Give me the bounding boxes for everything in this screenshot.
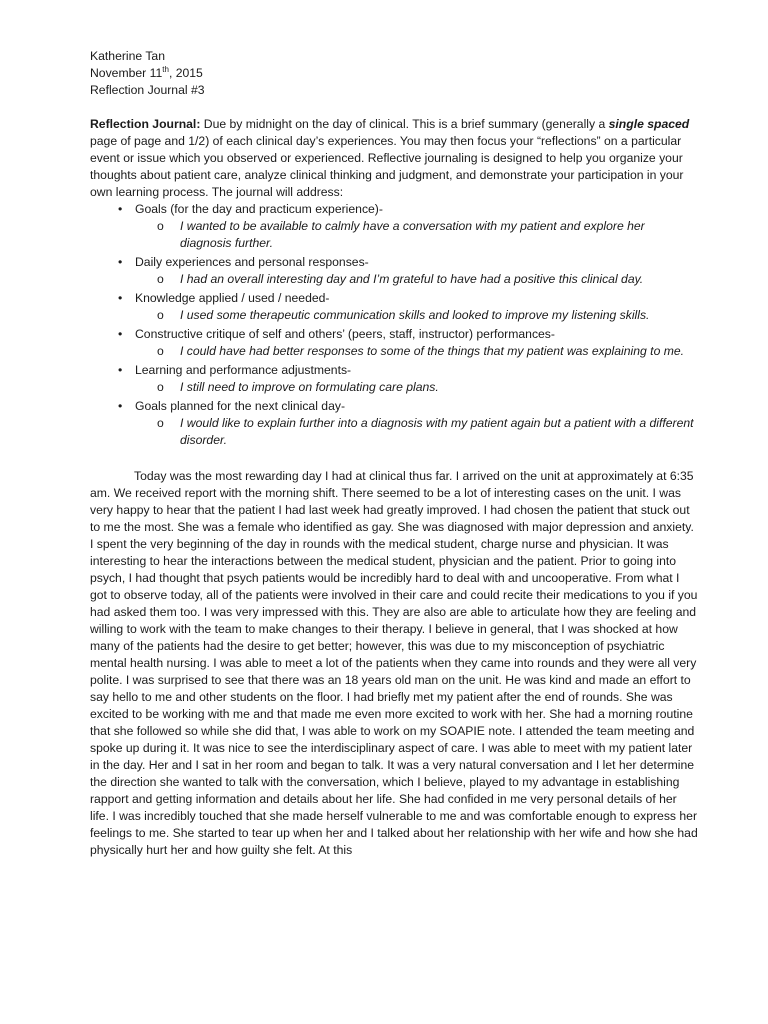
author-name: Katherine Tan [90, 49, 165, 63]
topic-answer: o I still need to improve on formulating care plans. [135, 379, 698, 396]
date-month-day: November 11 [90, 66, 163, 80]
topic-title: Constructive critique of self and others’ (peers, staff, instructor) performances- [135, 327, 555, 341]
topic-title: Goals planned for the next clinical day- [135, 399, 346, 413]
topic-answer: o I had an overall interesting day and I’m grateful to have had a positive this clinical day. [135, 271, 698, 288]
topic-answer: o I wanted to be available to calmly have a conversation with my patient and explore her diagnosis further. [135, 218, 698, 252]
intro-paragraph [90, 116, 698, 201]
topic-title: Learning and performance adjustments- [135, 363, 352, 377]
list-item [90, 254, 698, 288]
document-header [90, 48, 698, 99]
spacer [90, 451, 698, 468]
list-item [90, 326, 698, 360]
journal-date [90, 65, 698, 82]
topic-answer: o I used some therapeutic communication skills and looked to improve my listening skills. [135, 307, 698, 324]
date-ordinal: th [162, 64, 169, 74]
topic-title: Daily experiences and personal responses- [135, 255, 369, 269]
journal-topics-list [90, 201, 698, 449]
journal-number: Reflection Journal #3 [90, 83, 205, 97]
topic-answer: o I would like to explain further into a diagnosis with my patient again but a patient with a different disorder. [135, 415, 698, 449]
topic-title: Knowledge applied / used / needed- [135, 291, 330, 305]
date-year: , 2015 [168, 66, 203, 80]
intro-text-b: page of page and 1/2) of each clinical day’s experiences. You may then focus your “reflections” on a particular event or issue which you observed or experienced. Reflective journaling is designed to help you organize your thoughts about patient care, analyze clinical thinking and judgment, and demonstrate your participation in your own learning process. The journal will address: [90, 134, 684, 199]
reflection-body: Today was the most rewarding day I had at clinical thus far. I arrived on the unit at approximately at 6:35 am. We received report with the morning shift. There seemed to be a lot of interesting cases on the unit. I was very happy to hear that the patient I had last week had greatly improved. I had chosen the patient that stuck out to me the most. She was a female who identified as gay. She was diagnosed with major depression and anxiety. I spent the very beginning of the day in rounds with the medical student, charge nurse and physician. It was interesting to hear the interactions between the medical student, physician and the patient. Prior to going into psych, I had thought that psych patients would be incredibly hard to deal with and uncooperative. From what I got to observe today, all of the patients were involved in their care and could recite their medications to you if you had asked them too. I was very impressed with this. They are also are able to articulate how they are feeling and willing to work with the team to make changes to their therapy. I believe in general, that I was shocked at how many of the patients had the desire to get better; however, this was due to my misconception of psychiatric mental health nursing. I was able to meet a lot of the patients when they came into rounds and they were all very polite. I was surprised to see that there was an 18 years old man on the unit. He was kind and made an effort to say hello to me and other students on the floor. I had briefly met my patient after the end of rounds. She was excited to be working with me and that made me even more excited to work with her. She had a morning routine that she followed so while she did that, I was able to work on my SOAPIE note. I attended the team meeting and spoke up during it. It was nice to see the interdisciplinary aspect of care. I was able to meet with my patient later in the day. Her and I sat in her room and began to talk. It was a very natural conversation and I let her determine the direction she wanted to talk with the conversation, which I believe, played to my advantage in establishing rapport and getting information and details about her life. She had confided in me very personal details of her life. I was incredibly touched that she made herself vulnerable to me and was comfortable enough to express her feelings to me. She started to tear up when her and I talked about her relationship with her wife and how she had physically hurt her and how guilty she felt. At this [90, 469, 698, 857]
topic-title: Goals (for the day and practicum experience)- [135, 202, 383, 216]
topic-answer: o I could have had better responses to some of the things that my patient was explaining to me. [135, 343, 698, 360]
list-item [90, 290, 698, 324]
list-item [90, 201, 698, 252]
intro-text-a: Due by midnight on the day of clinical. This is a brief summary (generally a [200, 117, 609, 131]
spacer [90, 99, 698, 116]
intro-label: Reflection Journal: [90, 117, 201, 131]
list-item [90, 362, 698, 396]
intro-emphasis: single spaced [608, 117, 690, 131]
list-item [90, 398, 698, 449]
